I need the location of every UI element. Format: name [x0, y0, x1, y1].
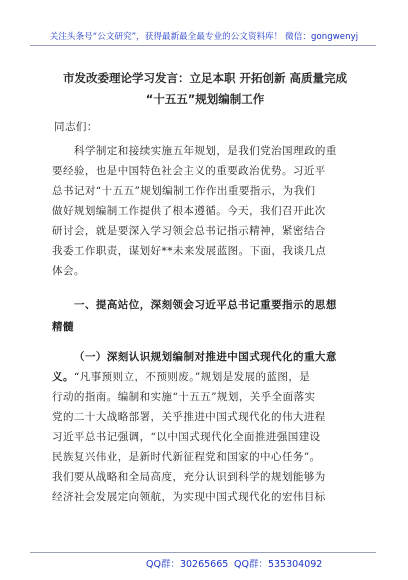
salutation: 同志们：	[54, 121, 98, 133]
body-line: 做好规划编制工作提供了根本遵循。今天，我们召开此次	[52, 205, 326, 217]
promo-header: 关注头条号“公文研究”，获得最新最全最专业的公文资料库！ 微信：gongwenyj	[49, 32, 359, 42]
subsection-text: “凡事预则立，不预则废。”规划是发展的蓝图，是	[73, 371, 311, 383]
body-line: 习近平总书记强调，“以中国式现代化全面推进强国建设	[52, 431, 321, 443]
body-line: 体会。	[52, 265, 85, 277]
document-title-line-1: 市发改委理论学习发言：立足本职 开拓创新 高质量完成	[62, 71, 347, 85]
subsection-heading-1-end: 义。	[52, 371, 74, 383]
subsection-heading-1: （一）深刻认识规划编制对推进中国式现代化的重大意	[74, 351, 337, 363]
section-heading-1-cont: 精髓	[52, 321, 74, 333]
header-divider	[30, 45, 376, 46]
body-line: 科学制定和接续实施五年规划，是我们党治国理政的重	[74, 145, 337, 157]
footer-divider	[30, 552, 376, 553]
body-line: 我们要从战略和全局高度，充分认识到科学的规划能够为	[52, 471, 326, 483]
body-line: 研讨会，就是要深入学习领会总书记指示精神，紧密结合	[52, 225, 326, 237]
body-line: 行动的指南。编制和实施“十五五”规划，关乎全面落实	[52, 391, 316, 403]
document-title-line-2: “十五五”规划编制工作	[145, 92, 265, 106]
subsection-line-first	[52, 367, 362, 387]
qq-group-1: QQ群：30265665	[146, 559, 229, 570]
body-line: 经济社会发展定向领航，为实现中国式现代化的宏伟目标	[52, 491, 326, 503]
qq-group-2: QQ群：535304092	[234, 559, 323, 570]
body-line: 民族复兴伟业，是新时代新征程党和国家的中心任务”。	[52, 451, 321, 463]
body-line: 总书记对“十五五”规划编制工作作出重要指示，为我们	[52, 185, 316, 197]
section-heading-1: 一、提高站位，深刻领会习近平总书记重要指示的思想	[74, 299, 337, 311]
body-line: 党的二十大战略部署，关乎推进中国式现代化的伟大进程	[52, 411, 326, 423]
body-line: 我委工作职责，谋划好**未来发展蓝图。下面，我谈几点	[52, 245, 327, 257]
body-line: 要经验，也是中国特色社会主义的重要政治优势。习近平	[52, 165, 326, 177]
